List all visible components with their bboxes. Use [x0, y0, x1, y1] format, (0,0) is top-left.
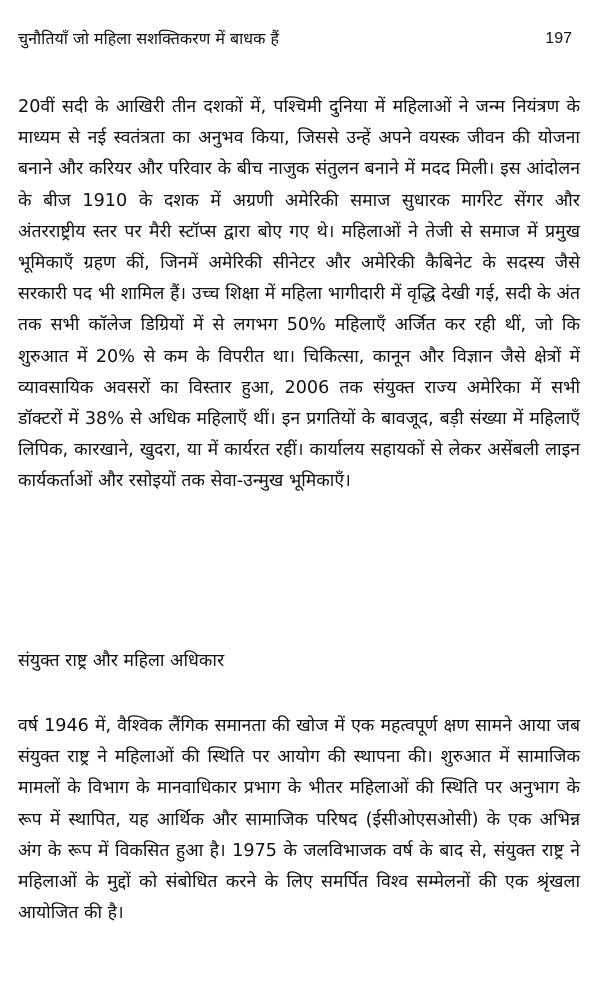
- running-header: [18, 28, 582, 52]
- body-paragraph-1: 20वीं सदी के आखिरी तीन दशकों में, पश्चिमी दुनिया में महिलाओं ने जन्म नियंत्रण के माध्यम से नई स्वतंत्रता का अनुभव किया, जिससे उन्हें अपने वयस्क जीवन की योजना बनाने और करियर और परिवार के बीच नाजुक संतुलन बनाने में मदद मिली। इस आंदोलन के बीज 1910 के दशक में अग्रणी अमेरिकी समाज सुधारक मार्गरेट सेंगर और अंतरराष्ट्रीय स्तर पर मैरी स्टॉप्स द्वारा बोए गए थे। महिलाओं ने तेजी से समाज में प्रमुख भूमिकाएँ ग्रहण कीं, जिनमें अमेरिकी सीनेटर और अमेरिकी कैबिनेट के सदस्य जैसे सरकारी पद भी शामिल हैं। उच्च शिक्षा में महिला भागीदारी में वृद्धि देखी गई, सदी के अंत तक सभी कॉलेज डिग्रियों में से लगभग 50% महिलाएँ अर्जित कर रही थीं, जो कि शुरुआत में 20% से कम के विपरीत था। चिकित्सा, कानून और विज्ञान जैसे क्षेत्रों में व्यावसायिक अवसरों का विस्तार हुआ, 2006 तक संयुक्त राज्य अमेरिका में सभी डॉक्टरों में 38% से अधिक महिलाएँ थीं। इन प्रगतियों के बावजूद, बड़ी संख्या में महिलाएँ लिपिक, कारखाने, खुदरा, या में कार्यरत रहीं। कार्यालय सहायकों से लेकर असेंबली लाइन कार्यकर्ताओं और रसोइयों तक सेवा-उन्मुख भूमिकाएँ।: [18, 97, 580, 492]
- body-paragraph-2: वर्ष 1946 में, वैश्विक लैंगिक समानता की खोज में एक महत्वपूर्ण क्षण सामने आया जब संयुक्त राष्ट्र ने महिलाओं की स्थिति पर आयोग की स्थापना की। शुरुआत में सामाजिक मामलों के विभाग के मानवाधिकार प्रभाग के भीतर महिलाओं की स्थिति पर अनुभाग के रूप में स्थापित, यह आर्थिक और सामाजिक परिषद (ईसीओएसओसी) के एक अभिन्न अंग के रूप में विकसित हुआ है। 1975 के जलविभाजक वर्ष के बाद से, संयुक्त राष्ट्र ने महिलाओं के मुद्दों को संबोधित करने के लिए समर्पित विश्व सम्मेलनों की एक श्रृंखला आयोजित की है।: [18, 716, 580, 924]
- section-heading: संयुक्त राष्ट्र और महिला अधिकार: [18, 651, 225, 671]
- page-number: 197: [545, 30, 572, 47]
- running-title: चुनौतियाँ जो महिला सशक्तिकरण में बाधक हैं: [18, 29, 280, 48]
